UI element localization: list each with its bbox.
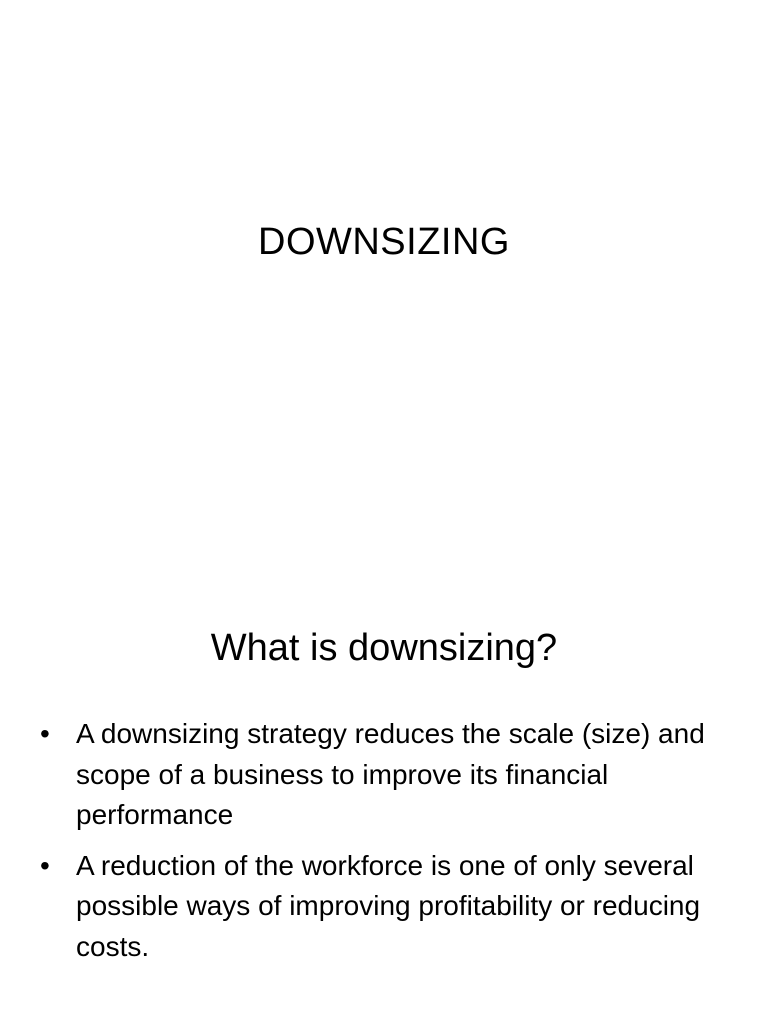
- bullet-icon: •: [40, 718, 50, 749]
- bullet-icon: •: [40, 849, 50, 881]
- bullet-text: A downsizing strategy reduces the scale (size) and scope of a business to improve its financial performance: [76, 718, 705, 830]
- bullet-item: [40, 846, 730, 968]
- content-slide: [0, 512, 768, 1024]
- slide-heading: What is downsizing?: [210, 627, 558, 669]
- bullet-item: [40, 714, 730, 836]
- bullet-text: A reduction of the workforce is one of only several possible ways of improving profitability or reducing costs.: [76, 849, 701, 962]
- bullet-list: [40, 714, 730, 977]
- slide-title: DOWNSIZING: [258, 221, 510, 263]
